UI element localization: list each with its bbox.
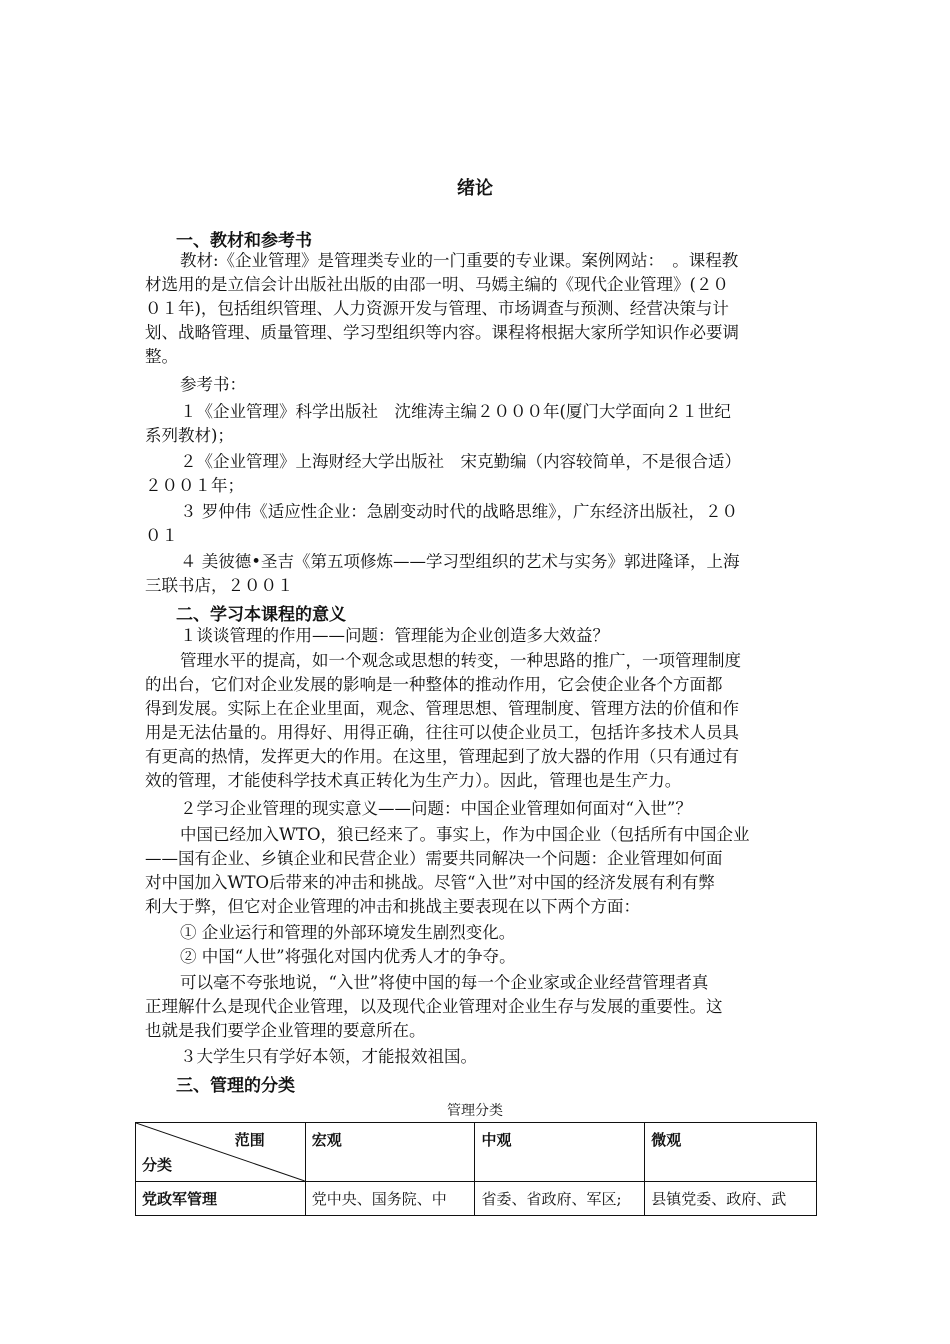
- text-line: 可以毫不夸张地说，“入世”将使中国的每一个企业家或企业经营管理者真: [180, 973, 709, 992]
- text-line: 管理水平的提高，如一个观念或思想的转变，一种思路的推广，一项管理制度: [180, 651, 741, 670]
- section-heading-3: 三、管理的分类: [176, 1076, 295, 1096]
- ref-item: 三联书店，２００１: [145, 576, 294, 595]
- text-line: 材选用的是立信会计出版社出版的由邵一明、马嫣主编的《现代企业管理》(２０: [145, 275, 729, 294]
- bullet-item: ② 中国“人世”将强化对国内优秀人才的争夺。: [180, 947, 516, 966]
- text-line: 也就是我们要学企业管理的要意所在。: [145, 1021, 426, 1040]
- ref-item: ０１: [145, 526, 178, 545]
- text-line: ０１年)，包括组织管理、人力资源开发与管理、市场调查与预测、经营决策与计: [145, 299, 729, 318]
- text-line: 正理解什么是现代企业管理，以及现代企业管理对企业生存与发展的重要性。这: [145, 997, 723, 1016]
- row-header: 党政军管理: [136, 1182, 306, 1216]
- question-3: ３大学生只有学好本领，才能报效祖国。: [180, 1047, 477, 1066]
- text-line: 效的管理，才能使科学技术真正转化为生产力）。因此，管理也是生产力。: [145, 771, 682, 790]
- ref-item: １《企业管理》科学出版社 沈维涛主编２０００年(厦门大学面向２１世纪: [180, 402, 731, 421]
- text-line: 的出台，它们对企业发展的影响是一种整体的推动作用，它会使企业各个方面都: [145, 675, 723, 694]
- ref-label: 参考书：: [180, 375, 246, 394]
- table-cell: 县镇党委、政府、武: [645, 1182, 817, 1216]
- bullet-item: ① 企业运行和管理的外部环境发生剧烈变化。: [180, 923, 516, 942]
- text-line: 利大于弊，但它对企业管理的冲击和挑战主要表现在以下两个方面：: [145, 897, 640, 916]
- text-line: 中国已经加入WTO，狼已经来了。事实上，作为中国企业（包括所有中国企业: [180, 825, 750, 844]
- question-1: １谈谈管理的作用——问题：管理能为企业创造多大效益？: [180, 626, 609, 645]
- table-corner-cell: [136, 1123, 306, 1182]
- text-line: 有更高的热情，发挥更大的作用。在这里，管理起到了放大器的作用（只有通过有: [145, 747, 739, 766]
- corner-top-label: 范围: [234, 1131, 265, 1149]
- text-line: 得到发展。实际上在企业里面，观念、管理思想、管理制度、管理方法的价值和作: [145, 699, 739, 718]
- text-line: 整。: [145, 347, 178, 366]
- text-line: 划、战略管理、质量管理、学习型组织等内容。课程将根据大家所学知识作必要调: [145, 323, 739, 342]
- page-title: 绪论: [457, 178, 493, 199]
- text-line: 对中国加入WTO后带来的冲击和挑战。尽管“入世”对中国的经济发展有利有弊: [145, 873, 715, 892]
- text-line: ——国有企业、乡镇企业和民营企业）需要共同解决一个问题：企业管理如何面: [145, 849, 723, 868]
- text-line: 教材:《企业管理》是管理类专业的一门重要的专业课。案例网站： 。课程教: [180, 251, 739, 270]
- table-caption: 管理分类: [447, 1103, 503, 1119]
- ref-item: 系列教材)；: [145, 426, 234, 445]
- question-2: ２学习企业管理的现实意义——问题：中国企业管理如何面对“入世”？: [180, 799, 692, 818]
- column-header: 宏观: [305, 1123, 475, 1182]
- section-heading-2: 二、学习本课程的意义: [176, 605, 346, 625]
- corner-bottom-label: 分类: [142, 1156, 173, 1174]
- ref-item: ３ 罗仲伟《适应性企业：急剧变动时代的战略思维》，广东经济出版社，２０: [180, 502, 738, 521]
- ref-item: ２《企业管理》上海财经大学出版社 宋克勤编（内容较简单，不是很合适）: [180, 452, 741, 471]
- section-heading-1: 一、教材和参考书: [176, 231, 312, 251]
- ref-item: ２００１年；: [145, 476, 244, 495]
- table-header-row: [136, 1123, 817, 1182]
- table-cell: 党中央、国务院、中: [305, 1182, 475, 1216]
- table-row: [136, 1182, 817, 1216]
- text-line: 用是无法估量的。用得好、用得正确，往往可以使企业员工，包括许多技术人员具: [145, 723, 739, 742]
- column-header: 微观: [645, 1123, 817, 1182]
- ref-item: ４ 美彼德•圣吉《第五项修炼——学习型组织的艺术与实务》郭进隆译，上海: [180, 552, 740, 571]
- classification-table: [135, 1122, 817, 1216]
- table-cell: 省委、省政府、军区;: [475, 1182, 645, 1216]
- column-header: 中观: [475, 1123, 645, 1182]
